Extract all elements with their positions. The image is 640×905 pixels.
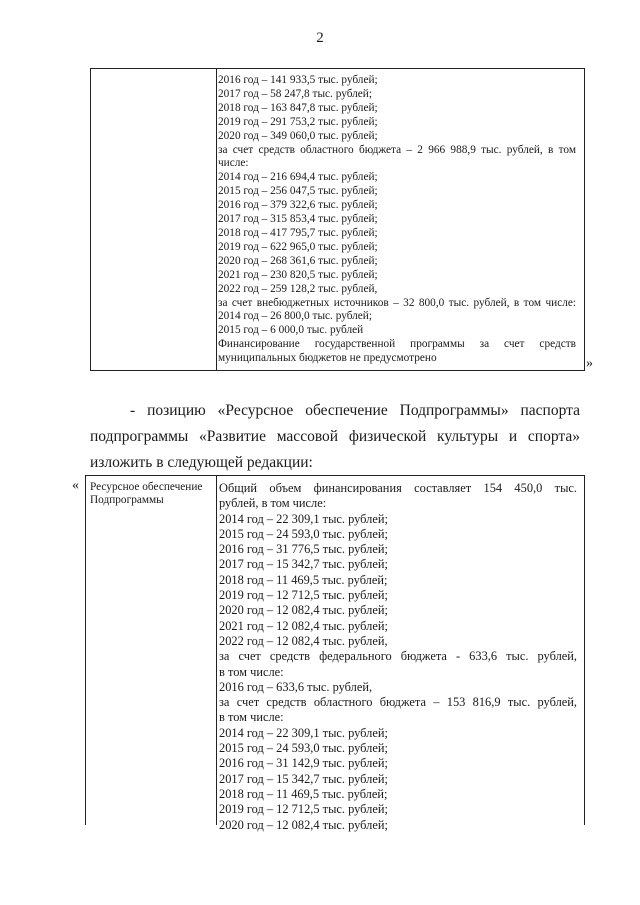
financing-line: 2021 год – 230 820,5 тыс. рублей; (218, 268, 378, 281)
paragraph-line: - позицию «Ресурсное обеспечение Подпрограммы» паспорта (130, 402, 580, 419)
column-divider (216, 476, 217, 825)
financing-line: 2021 год – 12 082,4 тыс. рублей; (219, 618, 388, 633)
financing-details (219, 481, 577, 833)
financing-line: числе: (218, 157, 249, 170)
financing-line: 2018 год – 11 469,5 тыс. рублей; (219, 786, 388, 801)
financing-line: 2019 год – 12 712,5 тыс. рублей; (219, 588, 388, 603)
financing-line: 2019 год – 12 712,5 тыс. рублей; (219, 802, 388, 817)
financing-line: 2014 год – 22 309,1 тыс. рублей; (219, 511, 388, 526)
financing-line: 2019 год – 291 753,2 тыс. рублей; (218, 115, 378, 128)
resource-table-new (85, 475, 585, 832)
paragraph-line: подпрограммы «Развитие массовой физической культуры и спорта» (90, 428, 580, 445)
financing-line: рублей, в том числе: (219, 496, 327, 511)
financing-line: за счет средств федерального бюджета - 633,6 тыс. рублей, (219, 649, 577, 664)
financing-line: 2015 год – 256 047,5 тыс. рублей; (218, 185, 378, 198)
financing-line: 2014 год – 22 309,1 тыс. рублей; (219, 725, 388, 740)
financing-line: 2016 год – 31 142,9 тыс. рублей; (219, 756, 388, 771)
financing-line: 2020 год – 349 060,0 тыс. рублей; (218, 129, 378, 142)
financing-line: 2018 год – 11 469,5 тыс. рублей; (219, 572, 388, 587)
financing-line: 2020 год – 12 082,4 тыс. рублей; (219, 817, 388, 832)
financing-line: 2017 год – 315 853,4 тыс. рублей; (218, 213, 378, 226)
financing-line: 2018 год – 163 847,8 тыс. рублей; (218, 101, 378, 114)
financing-line: 2022 год – 259 128,2 тыс. рублей, (218, 282, 378, 295)
financing-line: 2014 год – 26 800,0 тыс. рублей; (218, 310, 372, 323)
column-divider (216, 69, 217, 370)
financing-line: 2015 год – 24 593,0 тыс. рублей; (219, 741, 388, 756)
financing-line: в том числе: (219, 710, 284, 725)
financing-line: 2020 год – 12 082,4 тыс. рублей; (219, 603, 388, 618)
financing-line: 2014 год – 216 694,4 тыс. рублей; (218, 171, 378, 184)
financing-line: муниципальных бюджетов не предусмотрено (218, 352, 437, 365)
financing-line: Финансирование государственной программы за счет средств (218, 338, 576, 351)
financing-line: 2016 год – 141 933,5 тыс. рублей; (218, 74, 378, 86)
financing-line: за счет средств областного бюджета – 2 966 988,9 тыс. рублей, в том (218, 143, 576, 156)
financing-line: в том числе: (219, 664, 284, 679)
financing-line: 2015 год – 24 593,0 тыс. рублей; (219, 526, 388, 541)
financing-line: 2015 год – 6 000,0 тыс. рублей (218, 324, 364, 337)
financing-line: 2022 год – 12 082,4 тыс. рублей, (219, 633, 388, 648)
financing-line: Общий объем финансирования составляет 154 450,0 тыс. (219, 481, 577, 495)
financing-line: 2017 год – 58 247,8 тыс. рублей; (218, 87, 372, 100)
row-label: Ресурсное обеспечение Подпрограммы (90, 481, 203, 506)
resource-table-continuation (90, 68, 585, 371)
financing-line: 2016 год – 31 776,5 тыс. рублей; (219, 542, 388, 557)
page-number: 2 (316, 30, 324, 46)
financing-line: 2017 год – 15 342,7 тыс. рублей; (219, 771, 388, 786)
financing-line: 2016 год – 379 322,6 тыс. рублей; (218, 199, 378, 212)
financing-details (218, 74, 576, 366)
instruction-paragraph (90, 398, 580, 476)
financing-line: за счет средств областного бюджета – 153 816,9 тыс. рублей, (219, 695, 577, 710)
financing-line: 2019 год – 622 965,0 тыс. рублей; (218, 240, 378, 253)
paragraph-line: изложить в следующей редакции: (90, 454, 313, 471)
financing-line: 2016 год – 633,6 тыс. рублей, (219, 679, 373, 694)
closing-quote: » (586, 356, 593, 371)
financing-line: 2018 год – 417 795,7 тыс. рублей; (218, 226, 378, 239)
financing-line: 2017 год – 15 342,7 тыс. рублей; (219, 557, 388, 572)
opening-quote: « (72, 478, 79, 493)
financing-line: за счет внебюджетных источников – 32 800,0 тыс. рублей, в том числе: (218, 296, 576, 309)
financing-line: 2020 год – 268 361,6 тыс. рублей; (218, 254, 378, 267)
